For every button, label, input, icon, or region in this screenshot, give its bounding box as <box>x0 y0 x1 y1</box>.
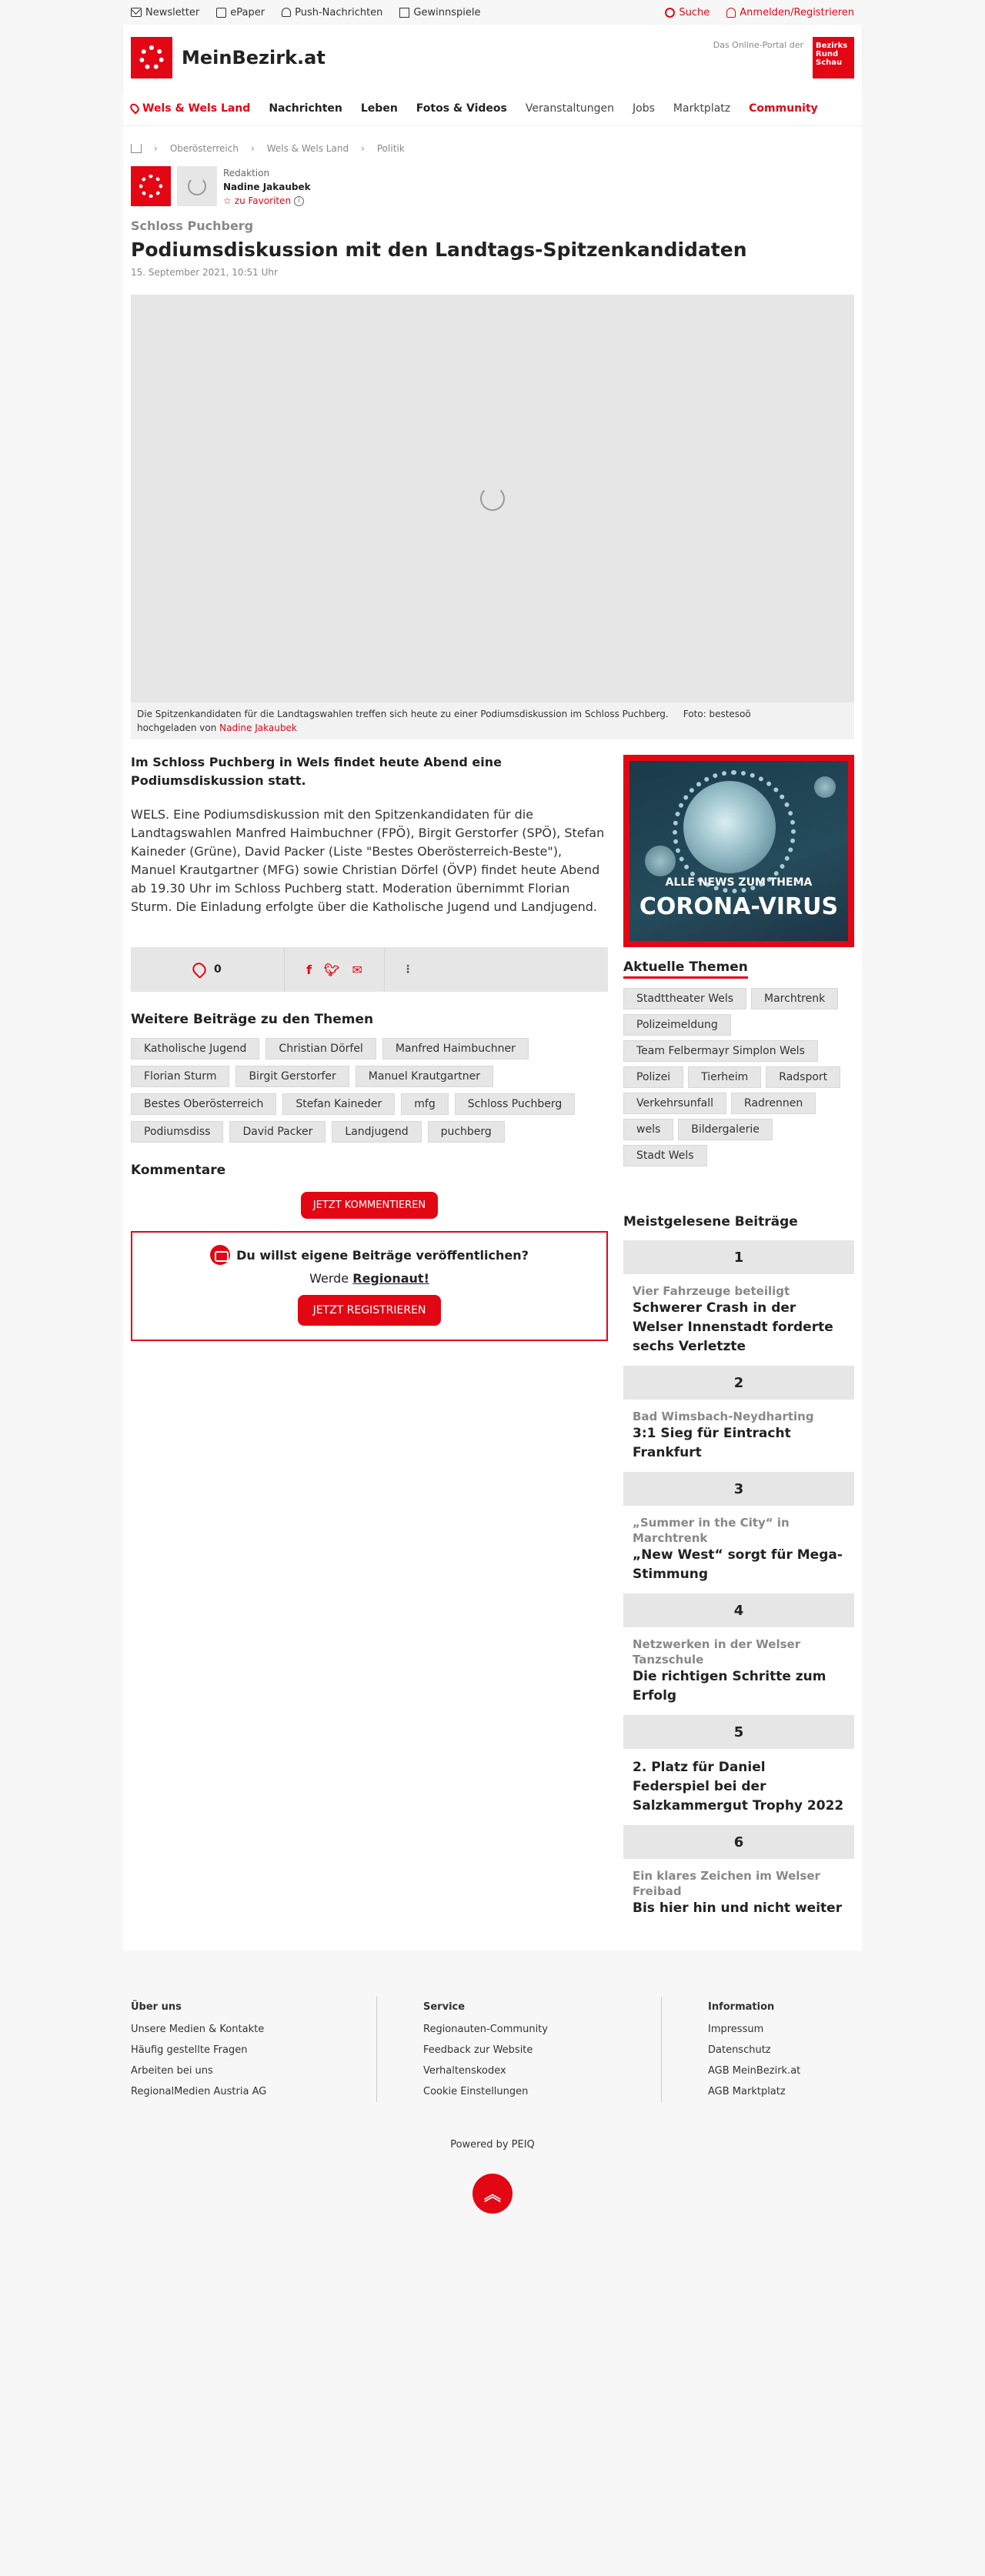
footer-link[interactable]: Feedback zur Website <box>423 2044 533 2056</box>
topic-tag[interactable]: puchberg <box>428 1121 505 1143</box>
photo-credit: Foto: bestesoö <box>683 709 751 719</box>
rank-number: 3 <box>623 1472 854 1506</box>
portal-branding <box>713 37 854 78</box>
nav-item-nachrichten[interactable]: Nachrichten <box>269 102 342 115</box>
breadcrumb-item[interactable]: Oberösterreich <box>169 143 239 154</box>
rank-kicker: Bad Wimsbach-Neydharting <box>633 1410 814 1423</box>
like-count: 0 <box>214 963 222 976</box>
like-button[interactable] <box>131 947 285 992</box>
topic-tag[interactable]: Bestes Oberösterreich <box>131 1093 276 1115</box>
utility-bar <box>123 0 862 25</box>
current-topic-tag[interactable]: Radsport <box>766 1066 840 1088</box>
current-topic-tag[interactable]: Stadt Wels <box>623 1145 707 1166</box>
regionaut-icon <box>210 1245 230 1265</box>
most-read-item[interactable] <box>623 1825 854 1927</box>
rank-title[interactable]: Bis hier hin und nicht weiter <box>633 1900 843 1916</box>
current-topic-tag[interactable]: Marchtrenk <box>751 988 838 1009</box>
footer-link[interactable]: Arbeiten bei uns <box>131 2065 213 2077</box>
most-read-heading: Meistgelesene Beiträge <box>623 1214 798 1230</box>
gewinnspiele-link[interactable]: Gewinnspiele <box>399 7 480 18</box>
current-topic-tags <box>623 988 854 1166</box>
topic-tag[interactable]: Landjugend <box>332 1121 421 1143</box>
current-topics-heading: Aktuelle Themen <box>623 959 748 979</box>
breadcrumb-item[interactable]: Wels & Wels Land <box>266 143 349 154</box>
facebook-icon[interactable]: f <box>306 962 312 977</box>
login-link[interactable]: Anmelden/Registrieren <box>726 7 854 18</box>
breadcrumb-item[interactable]: Politik <box>376 143 405 154</box>
powered-by[interactable]: Powered by PEIQ <box>450 2139 535 2151</box>
article-title: Podiumsdiskussion mit den Landtags-Spitzenkandidaten <box>131 239 747 261</box>
newspaper-icon <box>216 8 226 18</box>
footer-heading: Information <box>708 2001 775 2013</box>
rank-title[interactable]: Schwerer Crash in der Welser Innenstadt forderte sechs Verletzte <box>633 1300 833 1354</box>
topic-tags <box>131 1038 608 1143</box>
footer-link[interactable]: Cookie Einstellungen <box>423 2086 529 2097</box>
topic-tag[interactable]: Podiumsdiss <box>131 1121 223 1143</box>
site-footer <box>123 1950 862 2102</box>
scroll-to-top-button[interactable] <box>472 2174 513 2214</box>
push-notifications-link[interactable]: Push-Nachrichten <box>282 7 382 18</box>
topic-tag[interactable]: Manuel Krautgartner <box>356 1066 493 1087</box>
rank-title[interactable]: 3:1 Sieg für Eintracht Frankfurt <box>633 1426 791 1460</box>
comment-button[interactable]: JETZT KOMMENTIEREN <box>301 1192 438 1219</box>
current-topic-tag[interactable]: Polizei <box>623 1066 683 1088</box>
most-read-item[interactable] <box>623 1715 854 1825</box>
uploader-link[interactable]: Nadine Jakaubek <box>219 722 297 733</box>
article-image[interactable] <box>131 295 854 702</box>
user-icon <box>726 8 736 18</box>
loading-spinner-icon <box>480 486 505 511</box>
sidebar <box>623 739 854 1927</box>
chevron-up-icon: ︽ <box>483 2185 501 2205</box>
logo-mark <box>131 37 172 78</box>
footer-link[interactable]: Häufig gestellte Fragen <box>131 2044 248 2056</box>
rank-title[interactable]: Die richtigen Schritte zum Erfolg <box>633 1669 826 1703</box>
current-topic-tag[interactable]: Tierheim <box>688 1066 761 1088</box>
footer-col-about <box>123 1997 377 2102</box>
current-topic-tag[interactable]: Polizeimeldung <box>623 1014 731 1036</box>
article-body: WELS. Eine Podiumsdiskussion mit den Spitzenkandidaten für die Landtagswahlen Manfred Haimbuchner (FPÖ), Birgit Gerstorfer (SPÖ), Stefan Kaineder (Grüne), David Packer (Liste "Bestes Oberösterreich-Beste"), Manuel Krautgartner (MFG) sowie Christian Dörfel (ÖVP) findet heute Abend ab 19.30 Uhr im Schloss Puchberg statt. Moderation übernimmt Florian Sturm. Die Einladung erfolgte über die Katholische Jugend und Landjugend. <box>131 807 605 914</box>
footer-link[interactable]: AGB Marktplatz <box>708 2086 786 2097</box>
article-kicker: Schloss Puchberg <box>131 219 254 233</box>
current-topic-tag[interactable]: Team Felbermayr Simplon Wels <box>623 1040 818 1062</box>
most-read-item[interactable] <box>623 1366 854 1472</box>
corona-ad-banner[interactable] <box>623 755 854 947</box>
star-icon: ☆ <box>223 195 232 206</box>
most-read-item[interactable] <box>623 1472 854 1593</box>
register-button[interactable]: JETZT REGISTRIEREN <box>298 1295 442 1326</box>
footer-link[interactable]: Impressum <box>708 2024 764 2035</box>
topic-tag[interactable]: Katholische Jugend <box>131 1038 259 1059</box>
rank-number: 5 <box>623 1715 854 1749</box>
register-question: Du willst eigene Beiträge veröffentlichen? <box>236 1247 529 1263</box>
footer-link[interactable]: Datenschutz <box>708 2044 771 2056</box>
current-topic-tag[interactable]: wels <box>623 1119 673 1140</box>
site-header <box>123 25 862 91</box>
main-nav <box>123 91 862 126</box>
rank-kicker: Vier Fahrzeuge beteiligt <box>633 1284 790 1298</box>
topic-tag[interactable]: mfg <box>401 1093 448 1115</box>
mail-icon <box>131 8 142 17</box>
location-pin-icon <box>129 102 141 114</box>
info-icon[interactable]: i <box>294 196 304 206</box>
article-date: 15. September 2021, 10:51 Uhr <box>131 267 278 278</box>
topic-tag[interactable]: Florian Sturm <box>131 1066 229 1087</box>
bezirksrundschau-logo[interactable]: Bezirks Rund Schau <box>813 37 854 78</box>
ad-line-1: ALLE NEWS ZUM THEMA <box>665 876 813 889</box>
breadcrumb: › Oberösterreich › Wels & Wels Land › Politik <box>131 143 854 154</box>
virus-image <box>683 781 776 873</box>
footer-link[interactable]: Unsere Medien & Kontakte <box>131 2024 265 2035</box>
article-actions <box>131 947 608 992</box>
topic-tag[interactable]: Stefan Kaineder <box>282 1093 395 1115</box>
topics-heading: Weitere Beiträge zu den Themen <box>131 1012 374 1027</box>
footer-heading: Service <box>423 2001 466 2013</box>
epaper-link[interactable]: ePaper <box>216 7 265 18</box>
rank-kicker: Netzwerken in der Welser Tanzschule <box>633 1637 801 1667</box>
nav-item-community[interactable]: Community <box>749 102 818 115</box>
footer-link[interactable]: RegionalMedien Austria AG <box>131 2086 267 2097</box>
nav-item-marktplatz[interactable]: Marktplatz <box>673 102 731 115</box>
home-icon[interactable] <box>131 144 142 153</box>
current-topic-tag[interactable]: Radrennen <box>731 1093 816 1114</box>
location-selector[interactable]: Wels & Wels Land <box>131 102 250 115</box>
gift-icon <box>399 8 409 18</box>
rank-title[interactable]: 2. Platz für Daniel Federspiel bei der Salzkammergut Trophy 2022 <box>633 1760 844 1814</box>
nav-item-leben[interactable]: Leben <box>360 102 398 115</box>
rank-kicker: „Summer in the City“ in Marchtrenk <box>633 1516 790 1545</box>
more-options-icon[interactable]: ⋮ <box>402 963 413 976</box>
author-role: Redaktion <box>223 168 270 179</box>
mail-share-icon[interactable]: ✉ <box>352 962 362 977</box>
rank-number: 1 <box>623 1240 854 1274</box>
loading-spinner-icon <box>188 177 206 195</box>
publisher-avatar[interactable] <box>131 166 171 206</box>
current-topic-tag[interactable]: Bildergalerie <box>678 1119 773 1140</box>
footer-link[interactable]: Verhaltenskodex <box>423 2065 506 2077</box>
comments-heading: Kommentare <box>131 1163 226 1178</box>
footer-heading: Über uns <box>131 2001 182 2013</box>
author-box <box>131 166 854 208</box>
nav-item-jobs[interactable]: Jobs <box>633 102 655 115</box>
topic-tag[interactable]: Schloss Puchberg <box>455 1093 576 1115</box>
nav-item-veranstaltungen[interactable]: Veranstaltungen <box>525 102 615 115</box>
site-logo[interactable]: MeinBezirk.at <box>131 37 326 78</box>
current-topic-tag[interactable]: Stadttheater Wels <box>623 988 746 1009</box>
author-name[interactable]: Nadine Jakaubek <box>223 182 311 192</box>
share-group <box>285 947 385 992</box>
rank-title[interactable]: „New West“ sorgt für Mega-Stimmung <box>633 1547 843 1582</box>
rank-number: 4 <box>623 1593 854 1627</box>
image-caption: Die Spitzenkandidaten für die Landtagswahlen treffen sich heute zu einer Podiumsdiskussion im Schloss Puchberg. Foto: bestesoö hochgeladen von Nadine Jakaubek <box>131 702 854 739</box>
newsletter-link[interactable]: Newsletter <box>131 7 199 18</box>
article-lead: Im Schloss Puchberg in Wels findet heute Abend eine Podiumsdiskussion statt. <box>131 755 503 788</box>
footer-col-information <box>662 1997 800 2102</box>
bell-icon <box>282 8 291 17</box>
topic-tag[interactable]: Christian Dörfel <box>265 1038 376 1059</box>
footer-link[interactable]: Regionauten-Community <box>423 2024 548 2035</box>
heart-icon <box>190 960 209 979</box>
rank-kicker: Ein klares Zeichen im Welser Freibad <box>633 1869 820 1898</box>
author-avatar[interactable] <box>177 166 217 206</box>
twitter-icon[interactable]: 🐦︎ <box>324 962 340 977</box>
virus-image <box>645 846 676 876</box>
regionaut-link[interactable]: Regionaut! <box>352 1271 429 1286</box>
search-icon <box>665 8 675 18</box>
rank-number: 2 <box>623 1366 854 1400</box>
most-read-item[interactable] <box>623 1240 854 1366</box>
add-favorite-link[interactable]: ☆ zu Favoriten i <box>223 194 311 208</box>
search-link[interactable]: Suche <box>665 7 710 18</box>
current-topic-tag[interactable]: Verkehrsunfall <box>623 1093 726 1114</box>
virus-image <box>814 776 836 798</box>
rank-number: 6 <box>623 1825 854 1859</box>
footer-col-service <box>377 1997 662 2102</box>
footer-link[interactable]: AGB MeinBezirk.at <box>708 2065 801 2077</box>
register-box: Du willst eigene Beiträge veröffentlichen? Werde Regionaut! JETZT REGISTRIEREN <box>131 1231 608 1341</box>
portal-text: Das Online-Portal der <box>713 40 803 50</box>
most-read-item[interactable] <box>623 1593 854 1715</box>
topic-tag[interactable]: David Packer <box>229 1121 326 1143</box>
ad-line-2: CORONA-VIRUS <box>639 893 839 920</box>
nav-item-fotos-videos[interactable]: Fotos & Videos <box>416 102 507 115</box>
topic-tag[interactable]: Birgit Gerstorfer <box>235 1066 349 1087</box>
topic-tag[interactable]: Manfred Haimbuchner <box>382 1038 529 1059</box>
